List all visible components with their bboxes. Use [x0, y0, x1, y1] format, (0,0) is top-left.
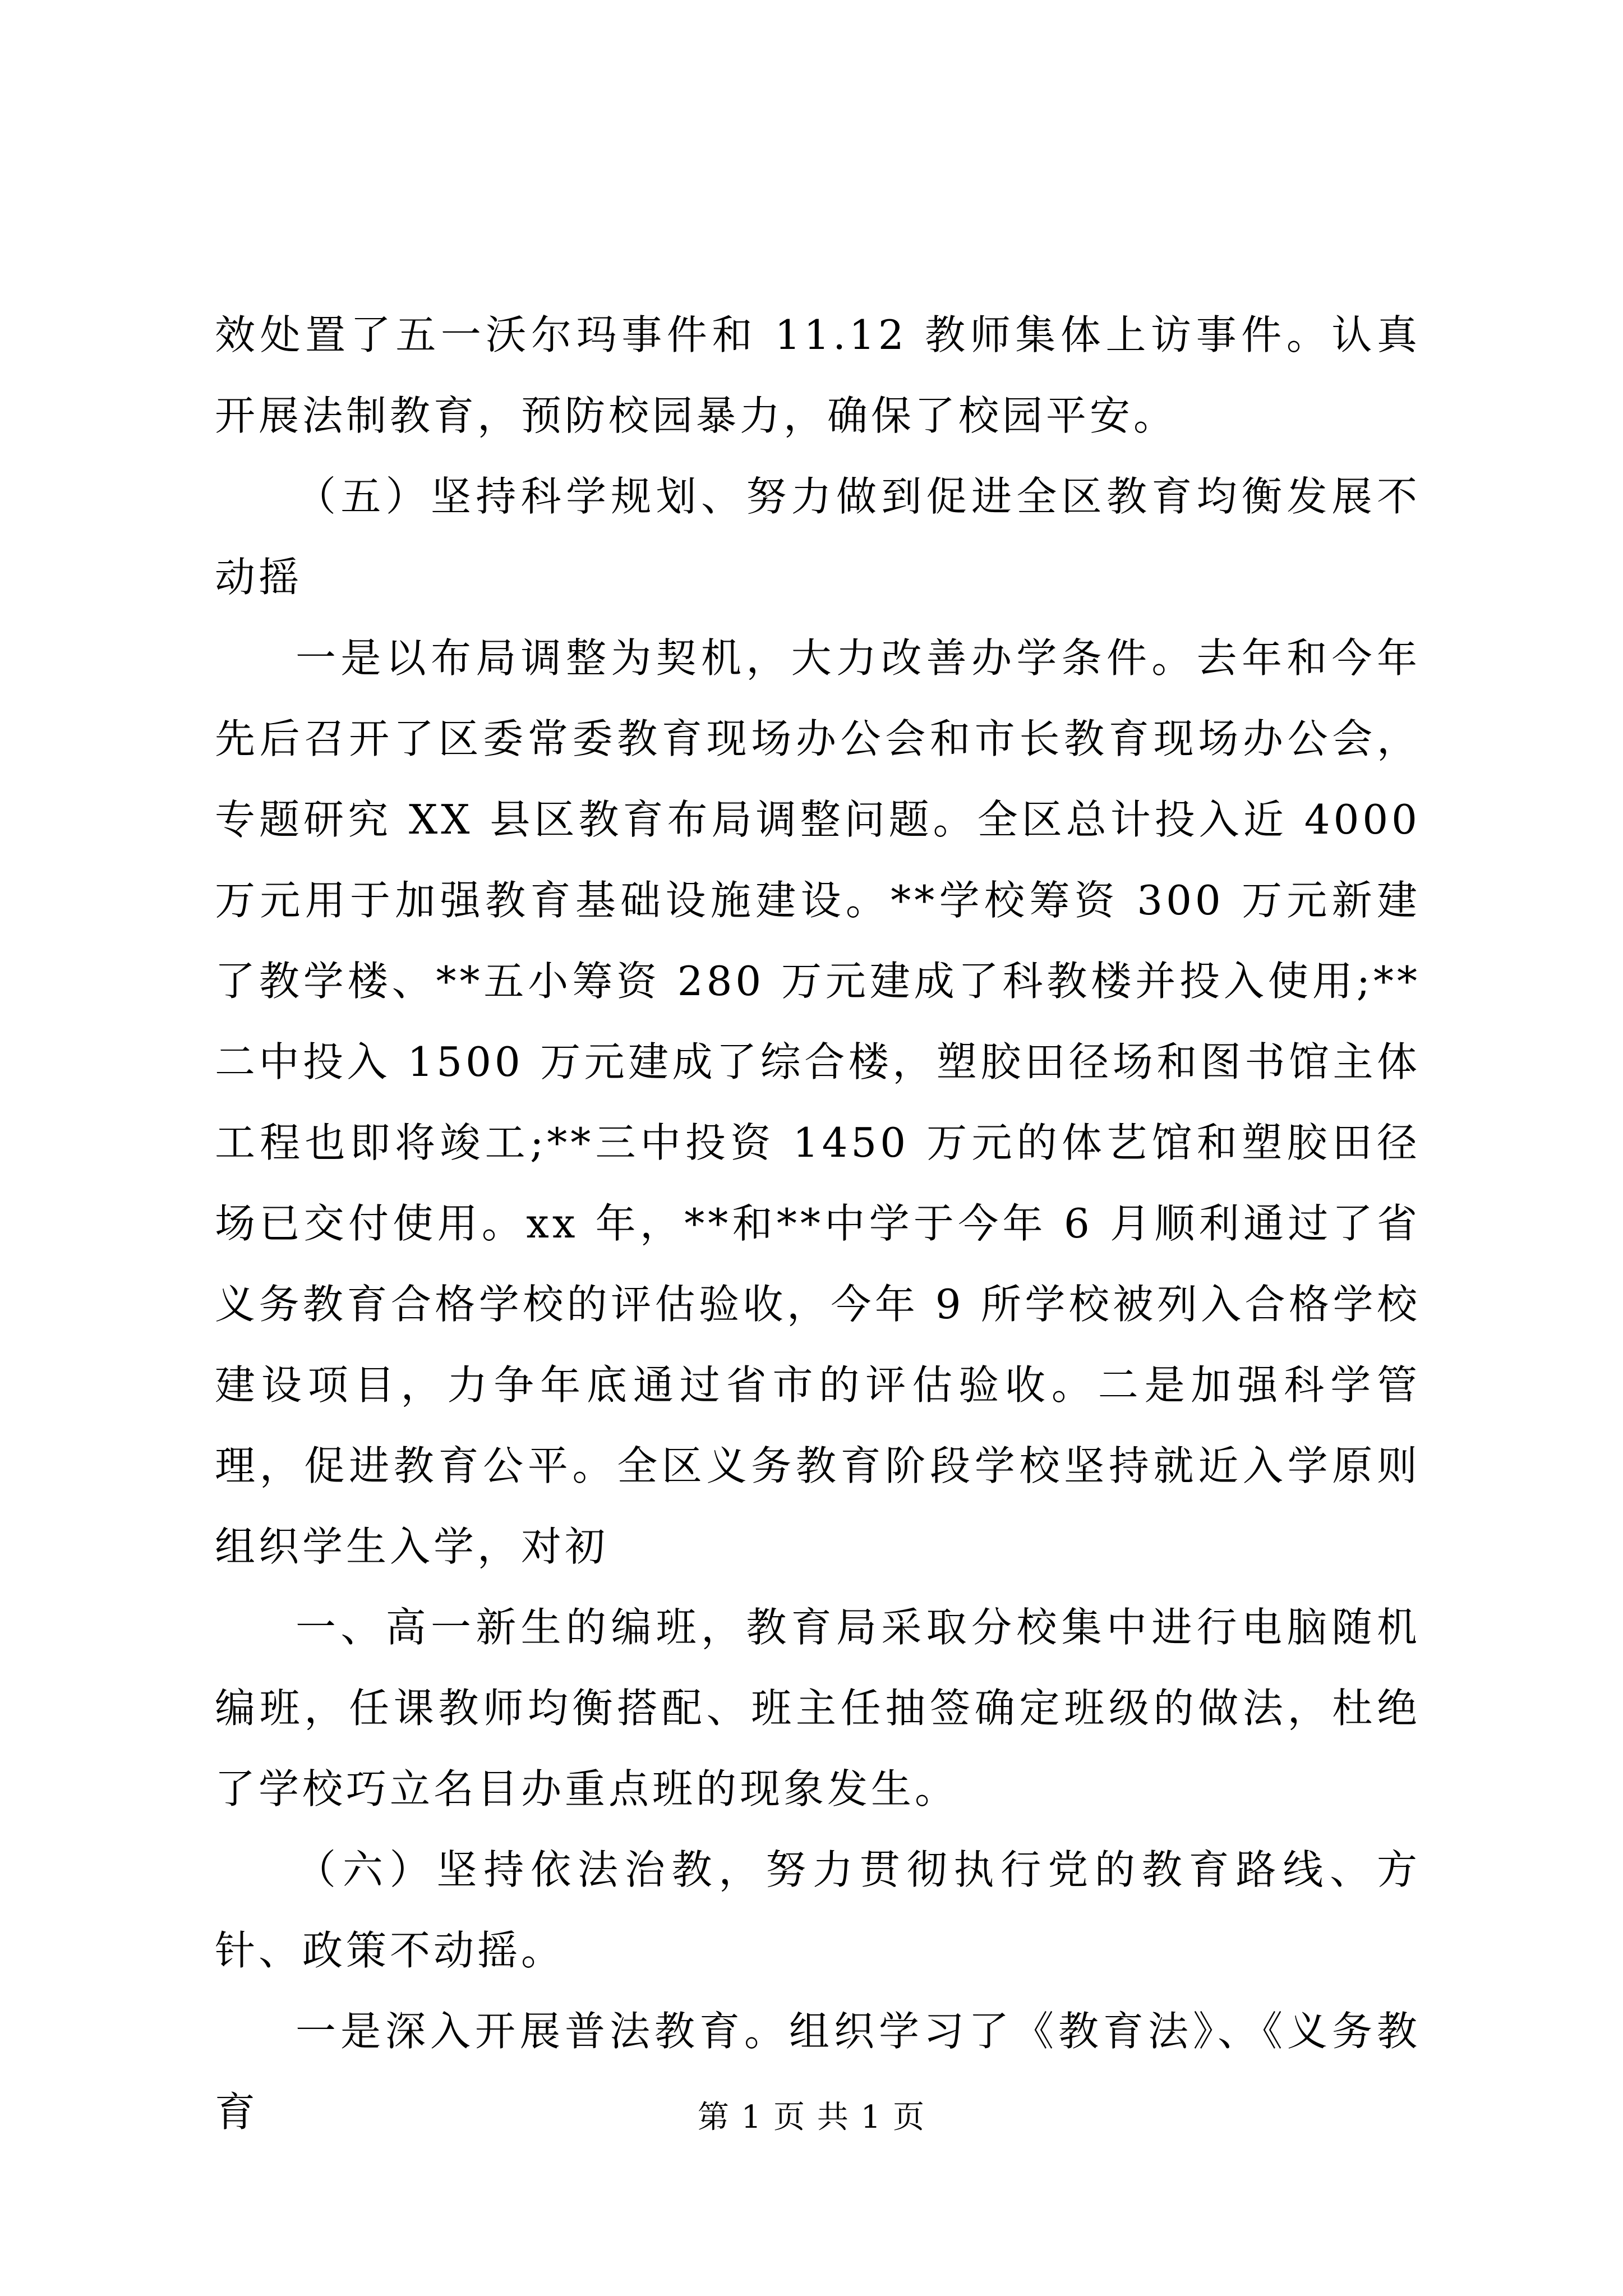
document-body	[215, 295, 1421, 2152]
paragraph-6: 一是深入开展普法教育。组织学习了《教育法》、《义务教育	[215, 2008, 1421, 2136]
section-heading-5: （五）坚持科学规划、努力做到促进全区教育均衡发展不动摇	[215, 473, 1421, 601]
section-heading-6: （六）坚持依法治教，努力贯彻执行党的教育路线、方针、政策不动摇。	[215, 1846, 1421, 1974]
paragraph-3: 一是以布局调整为契机，大力改善办学条件。去年和今年先后召开了区委常委教育现场办公会和市长教育现场办公会，专题研究 XX 县区教育布局调整问题。全区总计投入近 4000 万元用于加强教育基础设施建设。**学校筹资 300 万元新建了教学楼、**五小筹资 280 万元建成了科教楼并投入使用;**二中投入 1500 万元建成了综合楼，塑胶田径场和图书馆主体工程也即将竣工;**三中投资 1450 万元的体艺馆和塑胶田径场已交付使用。xx 年，**和**中学于今年 6 月顺利通过了省义务教育合格学校的评估验收，今年 9 所学校被列入合格学校建设项目，力争年底通过省市的评估验收。二是加强科学管理，促进教育公平。全区义务教育阶段学校坚持就近入学原则组织学生入学，对初	[215, 634, 1421, 1570]
paragraph-1: 效处置了五一沃尔玛事件和 11.12 教师集体上访事件。认真开展法制教育，预防校园暴力，确保了校园平安。	[215, 311, 1421, 439]
page-number-footer: 第 1 页 共 1 页	[697, 2099, 926, 2136]
paragraph-4: 一、高一新生的编班，教育局采取分校集中进行电脑随机编班，任课教师均衡搭配、班主任抽签确定班级的做法，杜绝了学校巧立名目办重点班的现象发生。	[215, 1604, 1421, 1812]
